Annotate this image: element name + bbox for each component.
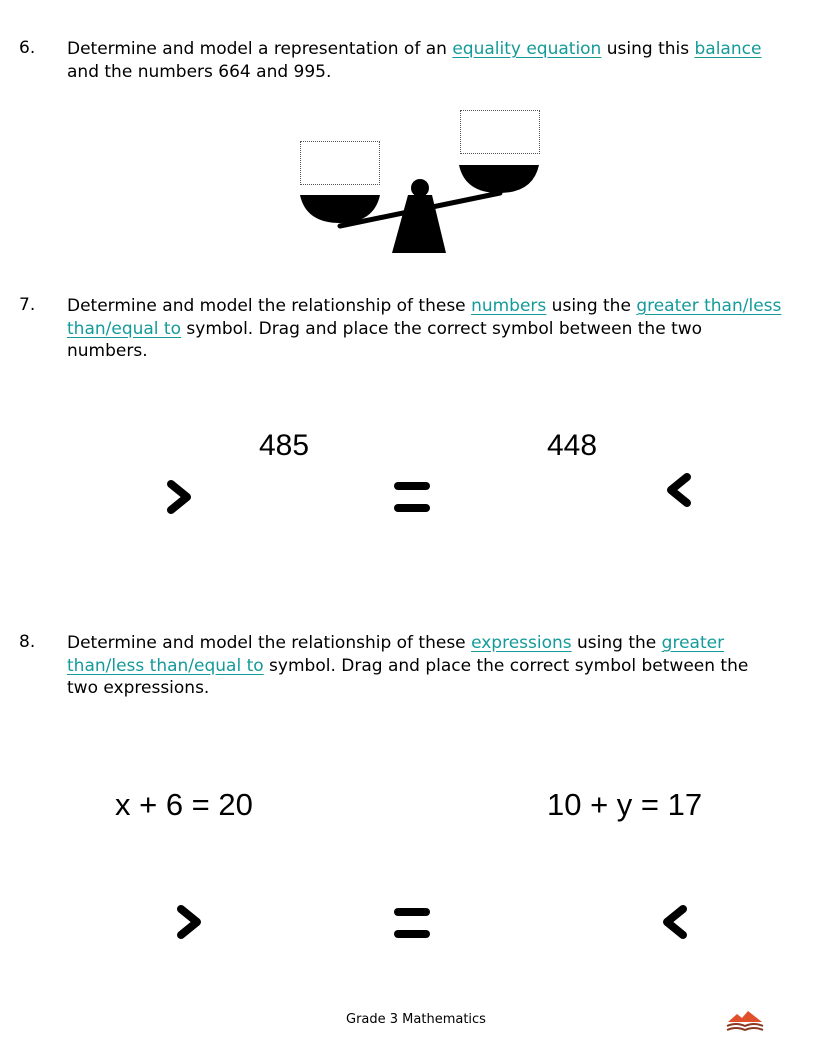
question-8-text — [67, 632, 782, 700]
question-6-text — [67, 38, 782, 83]
q6-text-after: and the numbers 664 and 995. — [67, 61, 332, 82]
q6-text-before: Determine and model a representation of an — [67, 39, 453, 59]
less-than-symbol[interactable] — [660, 902, 690, 946]
equals-symbol[interactable] — [392, 904, 432, 944]
right-number: 448 — [547, 429, 598, 462]
greater-less-equal-link[interactable]: greater than/less than/equal to — [67, 296, 782, 339]
greater-than-icon — [174, 902, 204, 942]
q8-text-mid: using the — [571, 633, 662, 653]
greater-than-symbol[interactable] — [164, 477, 194, 521]
q8-text-after: symbol. Drag and place the correct symbol between the two expressions. — [67, 655, 749, 698]
q8-text-before: Determine and model the relationship of these — [67, 633, 472, 653]
equals-icon — [392, 904, 432, 940]
footer-label: Grade 3 Mathematics — [346, 1012, 486, 1027]
question-7-text — [67, 295, 782, 363]
numbers-link[interactable]: numbers — [471, 296, 547, 316]
greater-less-equal-link[interactable]: greater than/less than/equal to — [67, 633, 725, 676]
mountain-book-logo-icon — [726, 1008, 764, 1034]
balance-link[interactable]: balance — [694, 39, 762, 59]
q7-text-after: symbol. Drag and place the correct symbol between the two numbers. — [67, 318, 703, 361]
left-number: 485 — [259, 429, 310, 462]
q7-text-before: Determine and model the relationship of these — [67, 296, 472, 316]
equality-equation-link[interactable]: equality equation — [452, 39, 602, 59]
equals-icon — [392, 478, 432, 514]
question-8-number: 8. — [19, 632, 36, 652]
greater-than-symbol[interactable] — [174, 902, 204, 946]
expressions-link[interactable]: expressions — [471, 633, 572, 653]
less-than-icon — [664, 470, 694, 510]
left-pan-drop-box[interactable] — [300, 141, 380, 185]
right-pan-drop-box[interactable] — [460, 110, 540, 154]
question-6-number: 6. — [19, 38, 36, 58]
left-expression: x + 6 = 20 — [115, 787, 253, 822]
greater-than-icon — [164, 477, 194, 517]
question-7-number: 7. — [19, 295, 36, 315]
less-than-icon — [660, 902, 690, 942]
q7-text-mid: using the — [546, 296, 637, 316]
less-than-symbol[interactable] — [664, 470, 694, 514]
right-expression: 10 + y = 17 — [547, 787, 703, 822]
equals-symbol[interactable] — [392, 478, 432, 518]
q6-text-mid: using this — [601, 39, 695, 59]
logo — [726, 1008, 764, 1038]
